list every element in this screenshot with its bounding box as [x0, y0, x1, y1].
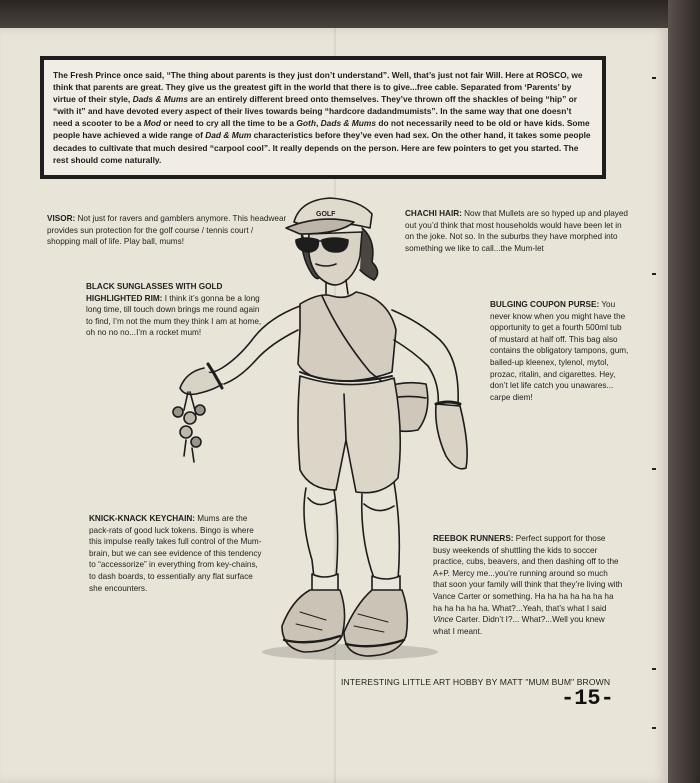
intro-text: The Fresh Prince once said, “The thing about parents is they just don’t understand”. Well, that’s just not fair Will. Here at ROSCO, we think that parents are great. They give us the greatest gift in the world that there is to give...free cable. Separated from ‘Parents’ by virtue of their style, — [53, 70, 583, 105]
caption-emphasis: Vince — [433, 615, 454, 625]
caption-visor — [47, 213, 287, 248]
caption-text: Now that Mullets are so hyped up and played out you’d think that most households would have been let in on the joke. Not so. In the suburbs they have morphed into something we like to call...the Mum-let — [405, 209, 628, 253]
caption-title: CHACHI HAIR: — [405, 209, 462, 218]
knees — [308, 498, 394, 511]
caption-text: Carter. Didn’t I?... What?...Well you knew what I meant. — [433, 615, 605, 636]
intro-text: , — [315, 118, 321, 129]
visor-label: GOLF — [316, 211, 336, 218]
caption-keychain — [89, 513, 265, 594]
caption-coupon-purse — [490, 299, 630, 403]
intro-emphasis: Dads & Mums — [132, 94, 188, 105]
intro-text: do not necessarily need to be old or have kids. Some people have achieved a wide range of — [53, 118, 590, 141]
margin-tick — [652, 273, 656, 275]
caption-text: Perfect support for those busy weekends of shuttling the kids to soccer practice, cubs, beavers, and then dashing off to the A+P. Mercy me...you’re running around so much that soon your family will think that they’re living with Vance Carter or something. Ha ha ha ha ha ha ha ha ha ha ha ha. What?...Yeah, that’s what I said — [433, 534, 623, 613]
intro-emphasis: Mod — [143, 118, 161, 129]
caption-text: Not just for ravers and gamblers anymore. This headwear provides sun protection for the golf course / tennis court / shopping mall of life. Play ball, mums! — [47, 214, 287, 247]
caption-text: Mums are the pack-rats of good luck tokens. Bingo is where this impulse really takes full control of the Mum-brain, but we can see evidence of this tendency to “accessorize” in everything from key-chains, to dash boards, to essentially any flat surface she encounters. — [89, 514, 262, 593]
margin-tick — [652, 77, 656, 79]
margin-tick — [652, 727, 656, 729]
artist-credit: INTERESTING LITTLE ART HOBBY BY MATT "MUM BUM" BROWN — [341, 677, 611, 687]
page-number: -15- — [561, 686, 614, 711]
caption-reebok-runners — [433, 533, 623, 637]
intro-text: are an entirely different breed onto themselves. They’ve thrown off the shackles of being “hip” or “with it” and have devoted every aspect of their lives towards being “hardcore dadandmumists”. In the same way that one doesn’t need a scooter to be a — [53, 94, 578, 129]
intro-emphasis: Dads & Mums — [320, 118, 377, 129]
margin-tick — [652, 468, 656, 470]
caption-text: You never know when you might have the opportunity to get a fourth 500ml tub of mustard at half off. This bag also contains the obligatory tampons, gum, balled-up kleenex, tylenol, mytol, prozac, ritalin, and cigarettes. Hey, don’t let life catch you unawares... carpe diem! — [490, 300, 629, 402]
intro-text: characteristics before they’ve even had sex. On the other hand, it takes some people decades to cultivate that much desired “carpool cool”. It really depends on the person. Here are few pointers to get you started. The rest should come naturally. — [53, 130, 591, 165]
caption-chachi-hair — [405, 208, 630, 254]
intro-text: or need to cry all the time to be a — [160, 118, 297, 129]
right-leg — [362, 482, 400, 580]
caption-title: KNICK-KNACK KEYCHAIN: — [89, 514, 195, 523]
caption-text: I think it’s gonna be a long long time, till touch down brings me round again to find, I’m not the mum they think I am at home, oh no no no...I’m a rocket mum! — [86, 293, 262, 338]
caption-sunglasses — [86, 281, 268, 339]
margin-tick — [652, 668, 656, 670]
tank-top — [298, 292, 396, 381]
intro-emphasis: Goth — [296, 118, 316, 129]
caption-title: REEBOK RUNNERS: — [433, 534, 514, 543]
right-hand — [436, 404, 467, 469]
caption-title: BULGING COUPON PURSE: — [490, 300, 600, 309]
caption-title: BLACK SUNGLASSES WITH GOLD HIGHLIGHTED RIM: — [86, 282, 223, 303]
keychain-icon — [173, 392, 205, 462]
intro-emphasis: Dad & Mum — [205, 130, 252, 141]
shorts — [298, 376, 400, 493]
caption-title: VISOR: — [47, 214, 76, 223]
right-wristband — [436, 402, 460, 404]
